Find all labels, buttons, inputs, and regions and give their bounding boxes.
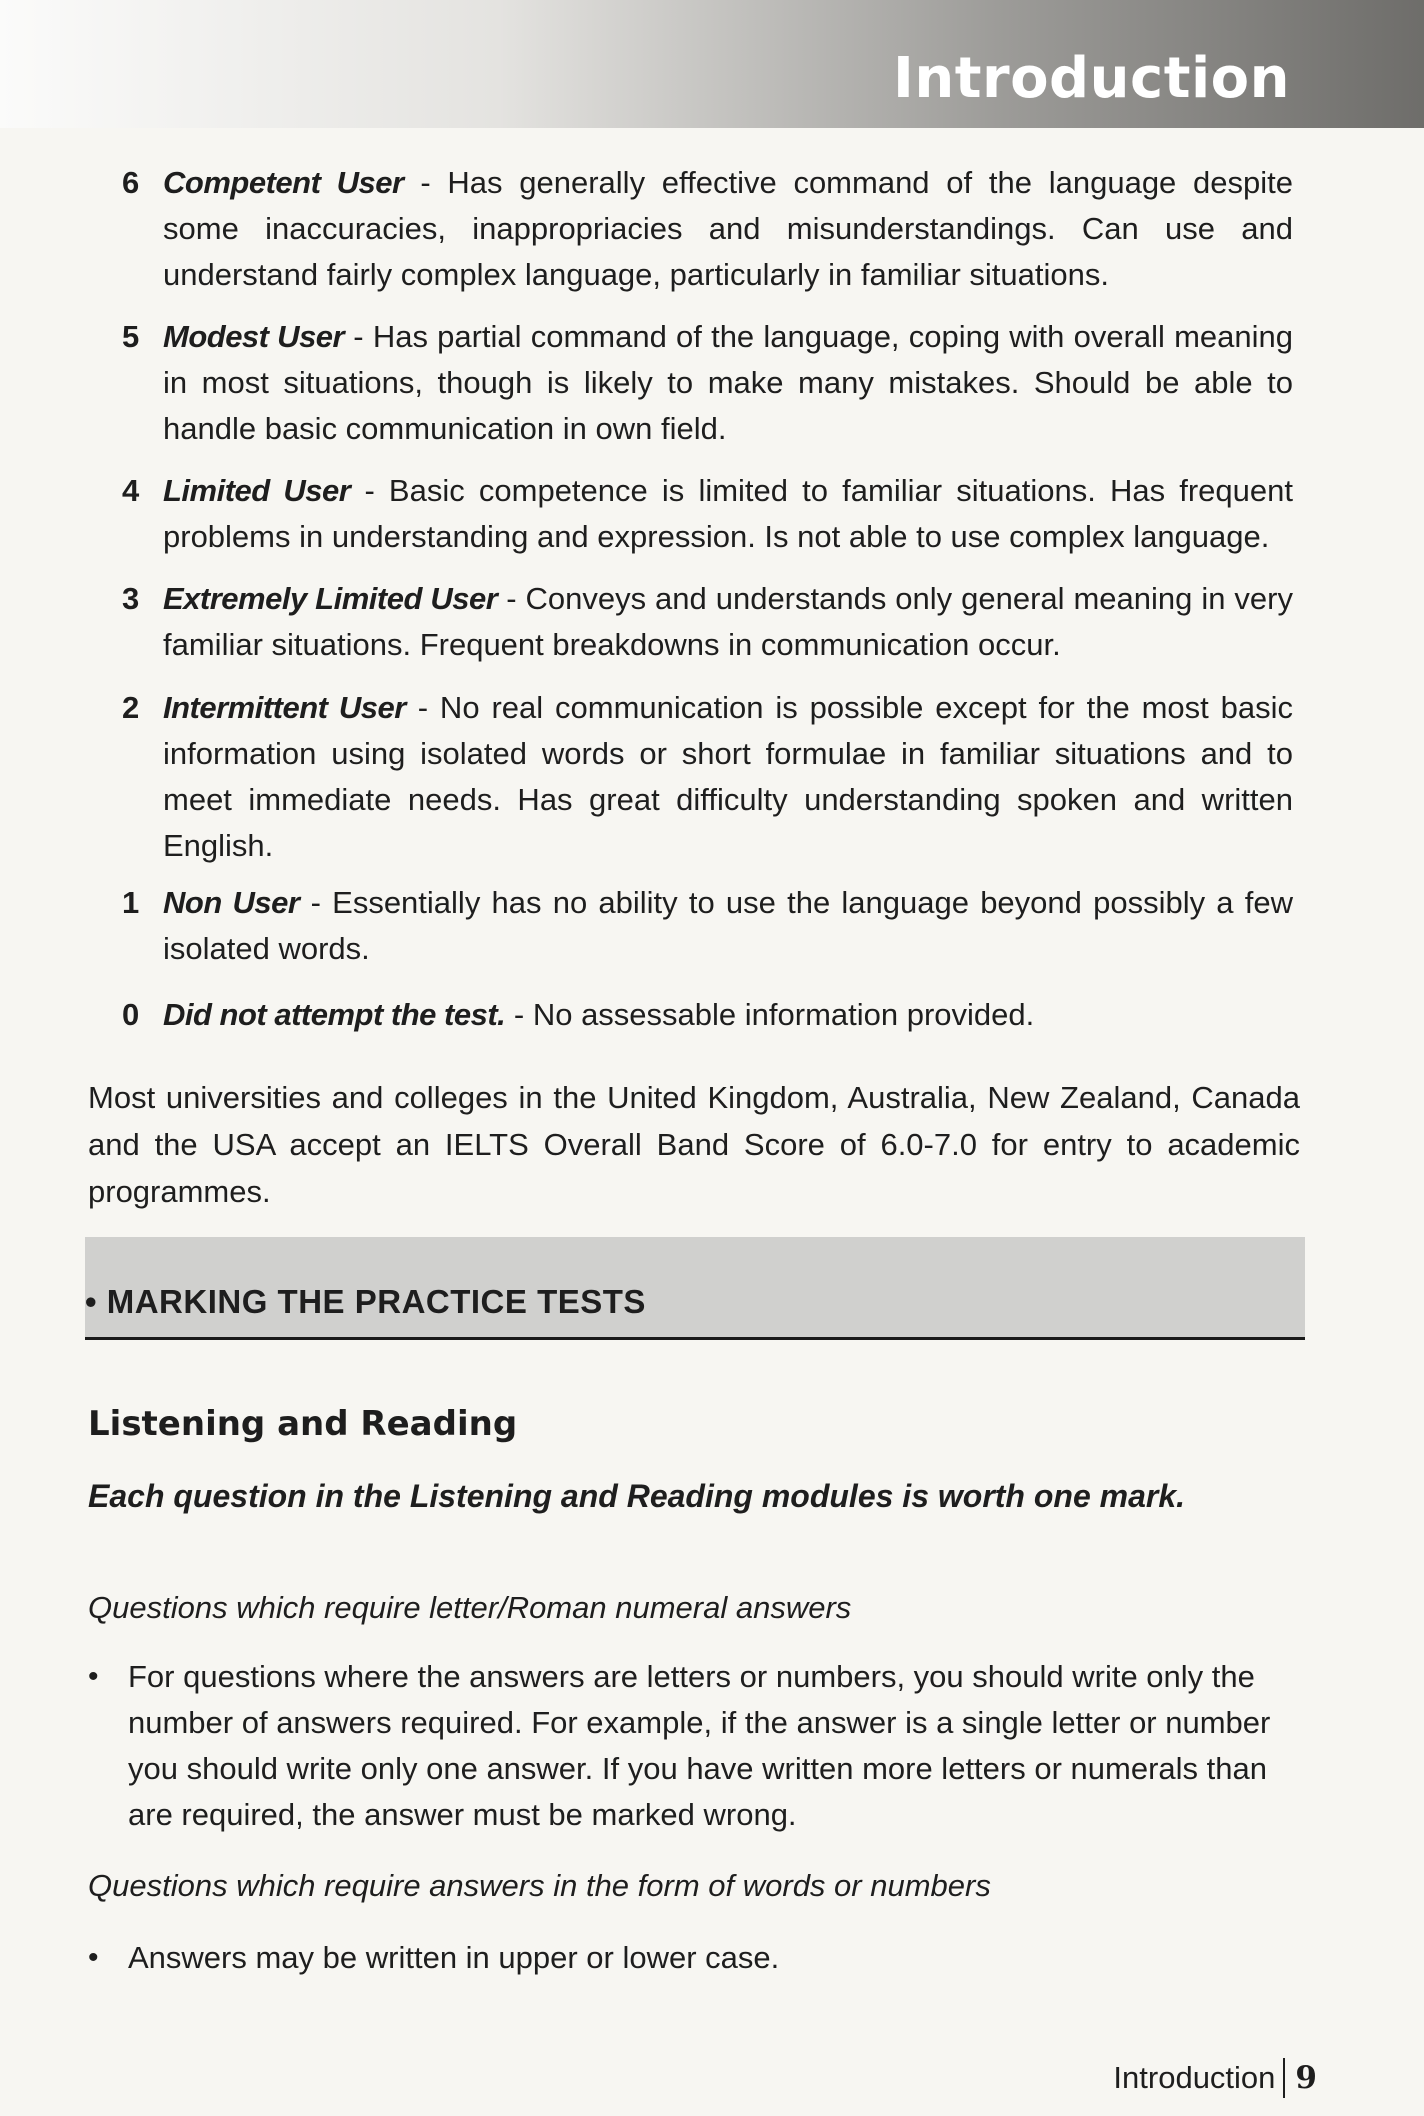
band-description: - Has generally effective command of the language despite some inaccuracies, inappropriacies and misunderstandings. Can use and understand fairly complex language, particularly in familiar situations. (163, 165, 1294, 292)
band-number: 6 (122, 165, 140, 200)
bullet-item (88, 1654, 1271, 1844)
page-number: 9 (1295, 2060, 1317, 2096)
band-description: - Basic competence is limited to familiar situations. Has frequent problems in understanding and expression. Is not able to use complex language. (163, 473, 1293, 554)
footer-divider (1283, 2058, 1285, 2098)
marking-note: Each question in the Listening and Reading modules is worth one mark. (88, 1478, 1186, 1514)
section-header-bar (85, 1237, 1305, 1340)
band-description: - Essentially has no ability to use the language beyond possibly a few isolated words. (163, 885, 1293, 966)
band-number: 1 (122, 885, 140, 920)
band-text (163, 468, 1293, 560)
band-text (163, 685, 1293, 869)
band-name: Non User (163, 885, 300, 920)
band-text (163, 576, 1293, 668)
band-name: Competent User (163, 165, 404, 200)
band-text (163, 160, 1293, 298)
band-text (163, 992, 1293, 1038)
band-number: 2 (122, 690, 140, 725)
band-description: - No real communication is possible except for the most basic information using isolated words or short formulae in familiar situations and to meet immediate needs. Has great difficulty understanding spoken and written English. (163, 690, 1294, 863)
band-text (163, 314, 1293, 452)
band-text (163, 880, 1293, 972)
band-description: - Has partial command of the language, coping with overall meaning in most situations, though is likely to make many mistakes. Should be able to handle basic communication in own field. (163, 319, 1293, 446)
section-bullet: • (85, 1283, 98, 1320)
band-name: Modest User (163, 319, 345, 354)
bullet-item (88, 1935, 1268, 1985)
page-header-title: Introduction (892, 46, 1290, 111)
bullet-dot: • (88, 1941, 99, 1974)
band-name: Did not attempt the test. (163, 997, 506, 1032)
bullet-dot: • (88, 1660, 99, 1693)
band-number: 3 (122, 581, 140, 616)
subheading-word-answers: Questions which require answers in the form of words or numbers (88, 1868, 991, 1903)
band-name: Limited User (163, 473, 351, 508)
band-name: Intermittent User (163, 690, 406, 725)
section-title-text: MARKING THE PRACTICE TESTS (106, 1283, 646, 1320)
band-number: 0 (122, 997, 140, 1032)
band-number: 5 (122, 319, 140, 354)
band-description: - Conveys and understands only general meaning in very familiar situations. Frequent breakdowns in communication occur. (163, 581, 1293, 662)
bullet-text: For questions where the answers are letters or numbers, you should write only the number of answers required. For example, if the answer is a single letter or number you should write only one answer. If you have written more letters or numerals than are required, the answer must be marked wrong. (128, 1659, 1271, 1832)
footer-label: Introduction (1113, 2060, 1276, 2095)
page-header-bar (0, 0, 1424, 128)
bullet-text: Answers may be written in upper or lower case. (128, 1940, 780, 1975)
page-footer (1113, 2058, 1317, 2098)
universities-paragraph: Most universities and colleges in the United Kingdom, Australia, New Zealand, Canada and the USA accept an IELTS Overall Band Score of 6.0-7.0 for entry to academic programmes. (88, 1080, 1300, 1209)
listening-reading-heading: Listening and Reading (88, 1404, 518, 1444)
section-title (85, 1283, 646, 1321)
subheading-letter-answers: Questions which require letter/Roman numeral answers (88, 1590, 852, 1625)
band-number: 4 (122, 473, 140, 508)
band-description: - No assessable information provided. (505, 997, 1035, 1032)
band-name: Extremely Limited User (163, 581, 498, 616)
